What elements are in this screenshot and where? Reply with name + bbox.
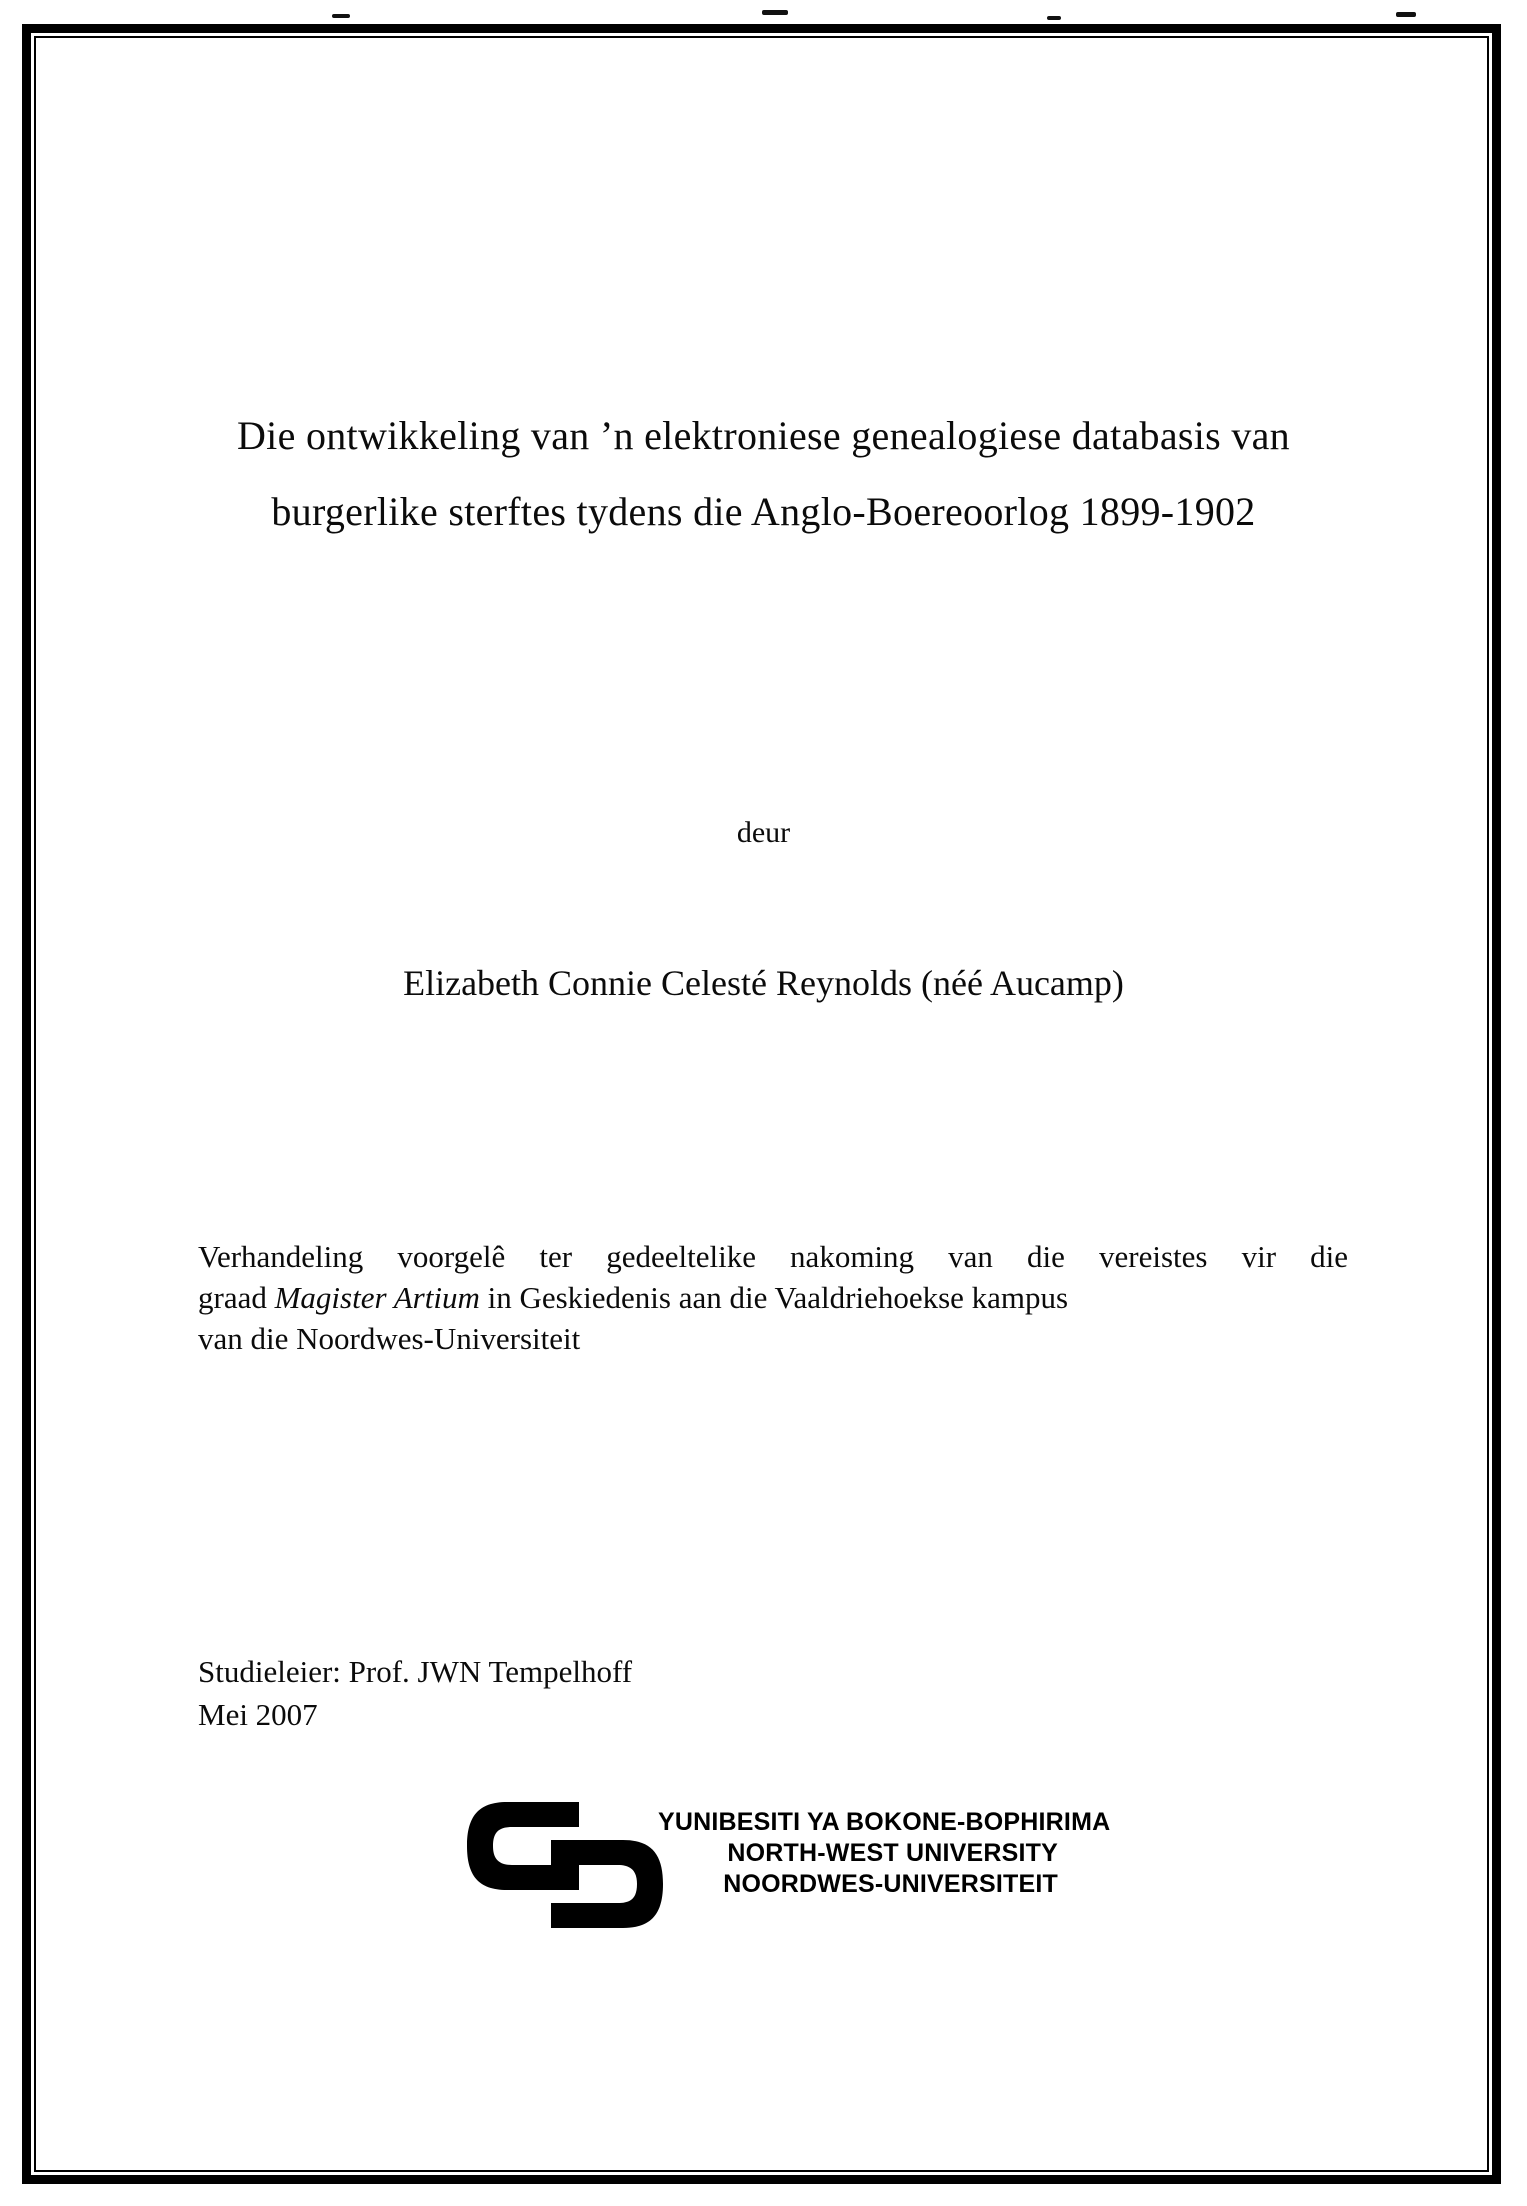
nwu-logo-icon [467, 1802, 663, 1934]
university-wordmark [658, 1807, 1111, 1900]
degree-statement-line1: Verhandeling voorgelê ter gedeeltelike nakoming van die vereistes vir die [198, 1239, 1348, 1274]
author-name: Elizabeth Connie Celesté Reynolds (néé Aucamp) [403, 963, 1124, 1003]
university-wordmark-line1: YUNIBESITI YA BOKONE-BOPHIRIMA [658, 1808, 1111, 1836]
degree-statement-line2-pre: graad [198, 1280, 275, 1315]
scan-artifact [332, 14, 350, 18]
thesis-title [0, 398, 1527, 550]
scan-artifact [1047, 16, 1061, 20]
degree-statement-line2 [198, 1277, 1348, 1318]
degree-statement [198, 1236, 1348, 1359]
scan-artifact [1396, 12, 1416, 17]
thesis-title-line1: Die ontwikkeling van ’n elektroniese genealogiese databasis van [236, 413, 1290, 458]
thesis-title-line2: burgerlike sterftes tydens die Anglo-Boereoorlog 1899-1902 [271, 489, 1256, 534]
date-line: Mei 2007 [198, 1697, 318, 1732]
supervisor-block [198, 1650, 632, 1736]
degree-statement-line2-post: in Geskiedenis aan die Vaaldriehoekse kampus [479, 1280, 1069, 1315]
scan-artifact [762, 10, 788, 15]
university-wordmark-line2: NORTH-WEST UNIVERSITY [727, 1839, 1058, 1867]
university-wordmark-line3: NOORDWES-UNIVERSITEIT [723, 1870, 1058, 1898]
byline: deur [736, 816, 791, 849]
degree-statement-line3: van die Noordwes-Universiteit [198, 1321, 581, 1356]
supervisor-line: Studieleier: Prof. JWN Tempelhoff [198, 1654, 633, 1689]
degree-name-italic: Magister Artium [274, 1280, 480, 1315]
